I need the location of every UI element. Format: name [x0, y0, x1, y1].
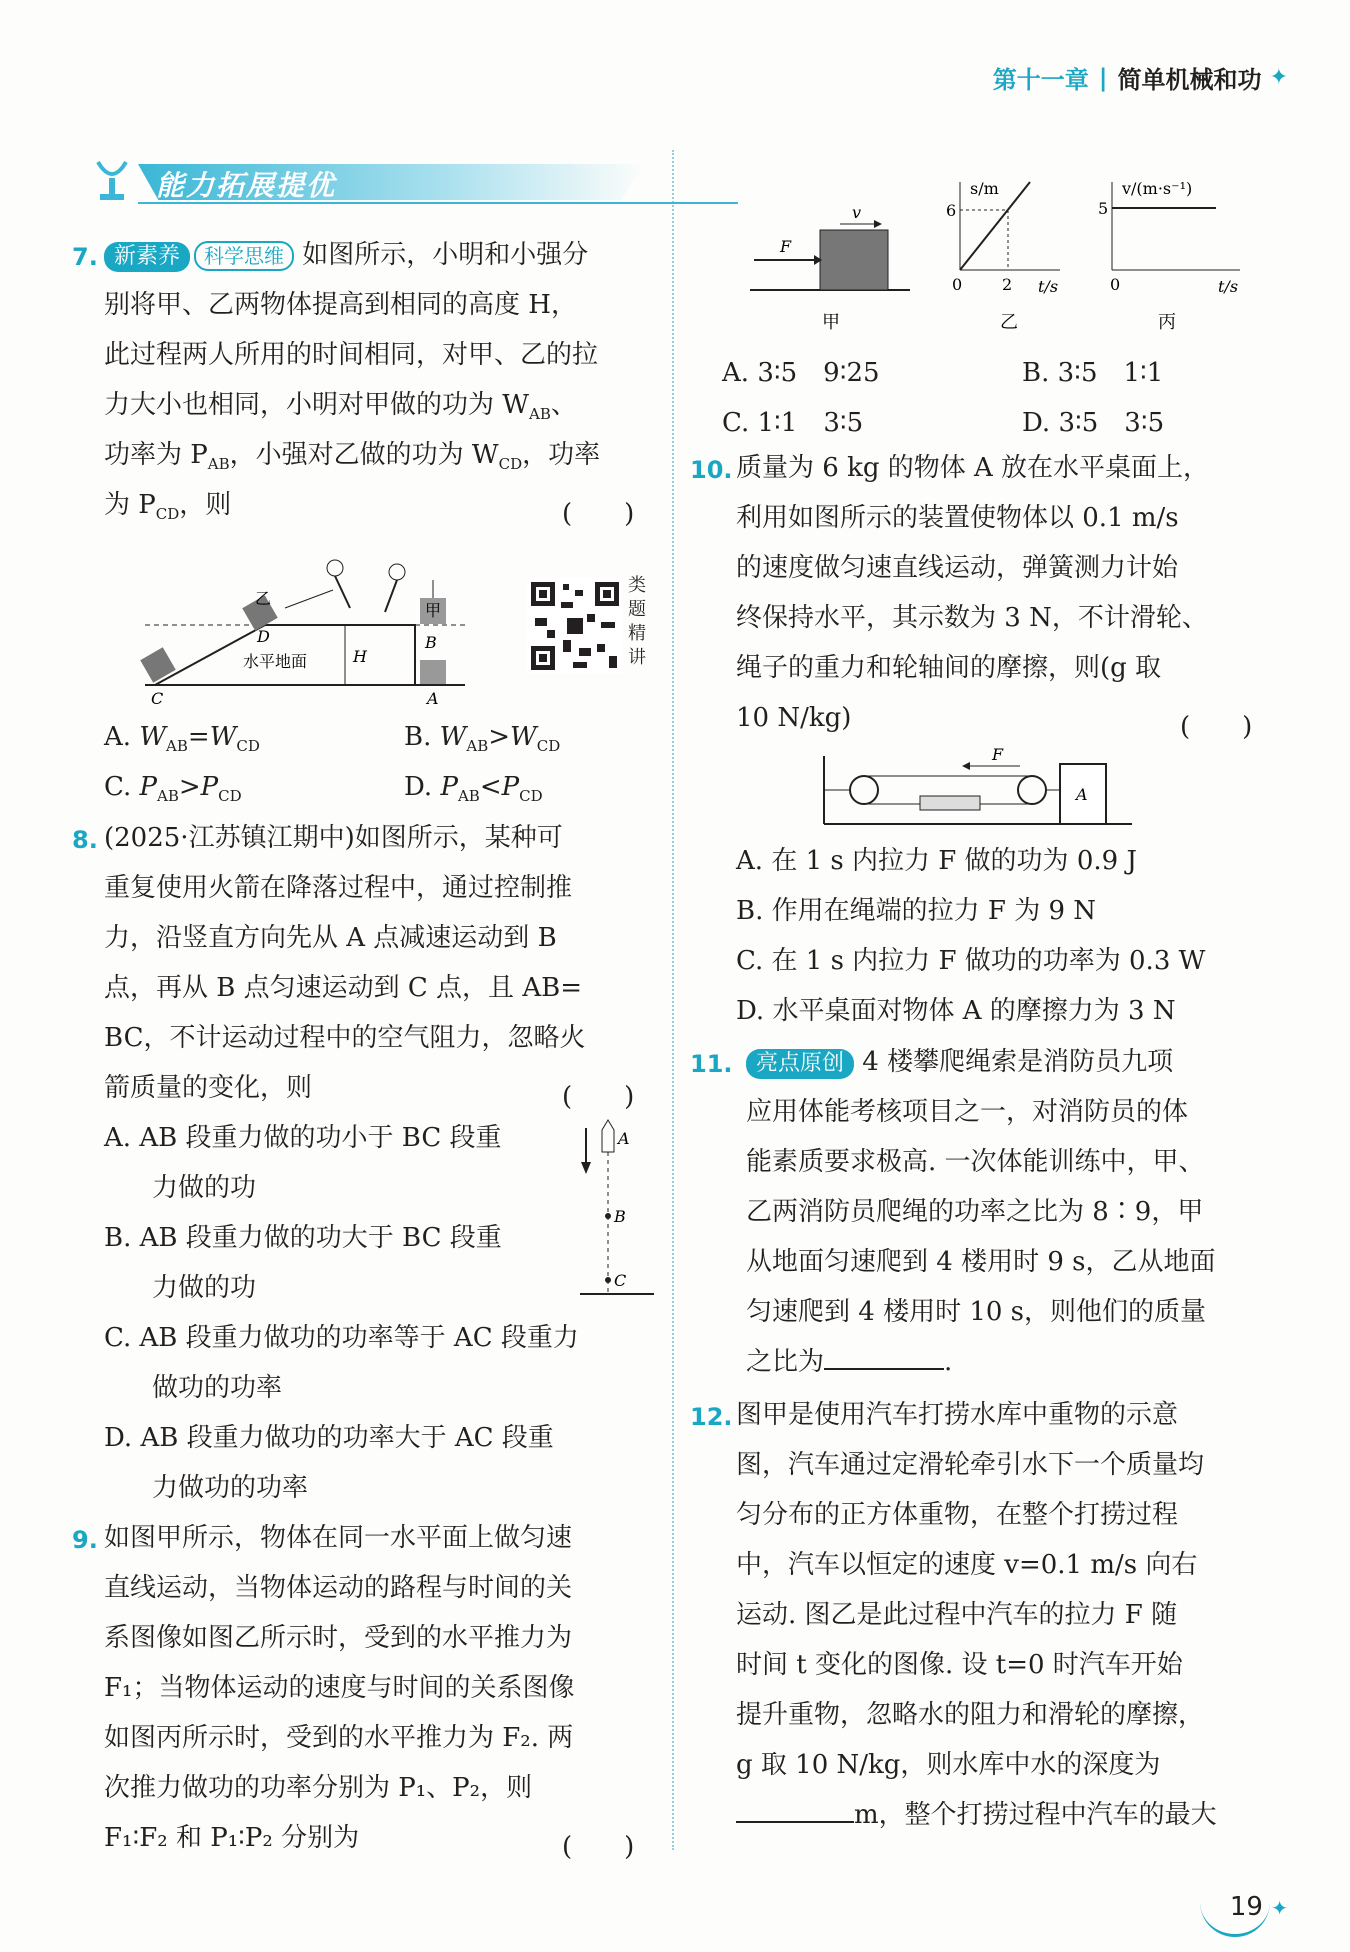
- q7-option-c-sub1: AB: [157, 787, 179, 806]
- q9-yi-origin: 0: [952, 275, 963, 294]
- q9-bing-origin: 0: [1110, 275, 1121, 294]
- banner-underline: [138, 202, 738, 204]
- q7-label-ground: 水平地面: [243, 652, 308, 671]
- q10-spring-scale: [920, 796, 980, 810]
- q10-line-2: 利用如图所示的装置使物体以 0.1 m/s: [736, 503, 1179, 533]
- section-banner: [90, 150, 650, 208]
- q7-rope-ramp: [285, 590, 333, 608]
- q9-jia-label-f: F: [780, 237, 792, 256]
- q7-line-3: 此过程两人所用的时间相同，对甲、乙的拉: [104, 340, 599, 370]
- q8-point-c: [605, 1277, 611, 1283]
- q11-line-2: 应用体能考核项目之一，对消防员的体: [746, 1097, 1189, 1127]
- q7-sub-cd: CD: [498, 455, 523, 474]
- page-number-text: 19: [1229, 1892, 1263, 1922]
- q7-option-c[interactable]: [104, 772, 242, 805]
- q7-option-c-op: >P: [178, 772, 219, 802]
- q9-jia-block: [820, 230, 888, 290]
- q11-line-5: 从地面匀速爬到 4 楼用时 9 s，乙从地面: [746, 1247, 1216, 1277]
- q11-tag-original: 亮点原创: [746, 1049, 854, 1079]
- q9-option-d[interactable]: [1022, 402, 1164, 439]
- q7-line-2: 别将甲、乙两物体提高到相同的高度 H，: [104, 290, 577, 320]
- q9-option-a-key: A.: [722, 358, 750, 388]
- q9-line-3: 系图像如图乙所示时，受到的水平推力为: [104, 1623, 573, 1653]
- q9-option-c-key: C.: [722, 408, 750, 438]
- sparkle-icon-footer: ✦: [1271, 1896, 1288, 1920]
- q7-option-d-sub2: CD: [519, 787, 543, 806]
- q7-option-b-sub1: AB: [466, 737, 489, 756]
- q10-option-b[interactable]: [736, 886, 1096, 936]
- q8-option-c-line2: 做功的功率: [152, 1373, 283, 1403]
- header-separator: |: [1098, 63, 1108, 92]
- q10-option-d-key: D.: [736, 996, 765, 1026]
- q7-figure: [135, 540, 475, 710]
- q10-option-b-text: 作用在绳端的拉力 F 为 9 N: [771, 896, 1097, 926]
- q8-option-c-key: C.: [104, 1323, 132, 1353]
- page-number-arc: [1200, 1902, 1270, 1937]
- q10-label-f: F: [992, 748, 1004, 764]
- q11-line-4: 乙两消防员爬绳的功率之比为 8∶9，甲: [746, 1197, 1204, 1227]
- q9-yi-ytick: 6: [946, 201, 957, 220]
- q9-line-5: 如图丙所示时，受到的水平推力为 F₂. 两: [104, 1723, 574, 1753]
- qr-code[interactable]: [527, 578, 623, 674]
- q10-line-5: 绳子的重力和轮轴间的摩擦，则(g 取: [736, 653, 1162, 683]
- q11-number: 11.: [690, 1050, 733, 1078]
- qr-caption-1: 类: [628, 575, 646, 596]
- q9-option-d-text: 3∶5 3∶5: [1058, 408, 1165, 438]
- q9-option-b-key: B.: [1022, 358, 1050, 388]
- q7-line-5-end: ，功率: [522, 440, 601, 470]
- q7-option-c-key: C.: [104, 772, 132, 802]
- q10-number: 10.: [690, 456, 733, 484]
- q8-line-2: 重复使用火箭在降落过程中，通过控制推: [104, 873, 573, 903]
- q7-label-a: A: [427, 689, 439, 708]
- q10-option-a-text: 在 1 s 内拉力 F 做的功为 0.9 J: [771, 846, 1137, 876]
- q7-answer-paren: ( ): [562, 499, 635, 529]
- q8-line-1: (2025·江苏镇江期中)如图所示，某种可: [104, 823, 563, 853]
- q8-label-b: B: [614, 1207, 626, 1226]
- q7-label-b: B: [425, 633, 437, 652]
- q7-option-b[interactable]: [404, 722, 560, 755]
- q8-answer-paren: ( ): [562, 1082, 635, 1112]
- q9-option-a-text: 3∶5 9∶25: [757, 358, 880, 388]
- q10-option-a[interactable]: [736, 836, 1137, 886]
- q7-option-b-key: B.: [404, 722, 432, 752]
- q8-line-3: 力，沿竖直方向先从 A 点减速运动到 B: [104, 923, 557, 953]
- q7-option-b-text: W: [439, 722, 467, 752]
- q10-option-c[interactable]: [736, 936, 1205, 986]
- q12-line-9: m，整个打捞过程中汽车的最大: [854, 1800, 1217, 1830]
- q10-label-a: A: [1076, 785, 1088, 804]
- q9-jia-label-v: v: [852, 203, 862, 222]
- q9-yi-ylabel: s/m: [970, 180, 999, 198]
- qr-caption-3: 精: [628, 623, 646, 644]
- trophy-icon: [90, 156, 134, 204]
- q10-pulley-left: [850, 776, 878, 804]
- q9-line-4: F₁；当物体运动的速度与时间的关系图像: [104, 1673, 575, 1703]
- q7-block-jia-low: [420, 660, 446, 684]
- q8-option-a-line1: AB 段重力做的功小于 BC 段重: [139, 1123, 502, 1153]
- q7-option-a-key: A.: [104, 722, 132, 752]
- q10-line-6: 10 N/kg): [736, 703, 852, 733]
- q8-option-d-line2: 力做功的功率: [152, 1473, 309, 1503]
- q7-option-a-text: W: [139, 722, 167, 752]
- q7-option-c-sub2: CD: [218, 787, 242, 806]
- q12-line-1: 图甲是使用汽车打捞水库中重物的示意: [736, 1400, 1179, 1430]
- q12-line-3: 匀分布的正方体重物，在整个打捞过程: [736, 1500, 1179, 1530]
- q7-person-xiaoqiang-body: [385, 580, 397, 612]
- q8-rocket: [602, 1120, 614, 1152]
- q10-option-b-key: B.: [736, 896, 764, 926]
- q10-option-c-key: C.: [736, 946, 764, 976]
- q7-sub-ab: AB: [529, 405, 551, 424]
- q9-option-c[interactable]: [722, 402, 863, 439]
- q9-jia-velocity-head: [874, 220, 882, 228]
- q7-option-b-op: >W: [488, 722, 537, 752]
- q10-answer-paren: ( ): [1180, 712, 1253, 742]
- q8-line-4: 点，再从 B 点匀速运动到 C 点，且 AB=: [104, 973, 582, 1003]
- q10-force-arrow-head: [962, 762, 970, 770]
- q9-figures: [740, 180, 1280, 340]
- q8-option-d-line1: AB 段重力做功的功率大于 AC 段重: [140, 1423, 554, 1453]
- q7-option-a-sub2: CD: [236, 737, 260, 756]
- q8-option-b[interactable]: [104, 1213, 502, 1263]
- qr-caption-4: 讲: [628, 647, 646, 668]
- q10-option-d-text: 水平桌面对物体 A 的摩擦力为 3 N: [772, 996, 1176, 1026]
- q7-option-a-op: =W: [187, 722, 237, 752]
- q8-option-b-line2: 力做的功: [152, 1273, 257, 1303]
- q11-line-1: 4 楼攀爬绳索是消防员九项: [862, 1047, 1174, 1077]
- q7-tag-thinking: 科学思维: [194, 241, 294, 271]
- q8-option-d-key: D.: [104, 1423, 133, 1453]
- q8-option-b-line1: AB 段重力做的功大于 BC 段重: [139, 1223, 502, 1253]
- q8-option-a-key: A.: [104, 1123, 132, 1153]
- banner-title: 能力拓展提优: [156, 169, 337, 202]
- q7-label-jia: 甲: [425, 601, 442, 620]
- q7-option-d-op: <P: [479, 772, 520, 802]
- q8-option-d[interactable]: [104, 1413, 554, 1463]
- q11-line-6: 匀速爬到 4 楼用时 10 s，则他们的质量: [746, 1297, 1207, 1327]
- q10-figure: [820, 748, 1140, 828]
- q9-number: 9.: [72, 1526, 98, 1554]
- q9-line-7: F₁∶F₂ 和 P₁∶P₂ 分别为: [104, 1823, 360, 1853]
- q9-option-a[interactable]: [722, 352, 880, 389]
- q7-option-d[interactable]: [404, 772, 543, 805]
- q7-option-d-text: P: [440, 772, 458, 802]
- chapter-title: 简单机械和功: [1117, 66, 1262, 94]
- q7-number: 7.: [72, 243, 98, 271]
- q7-tag-literacy: 新素养: [104, 242, 190, 272]
- qr-caption: [628, 574, 650, 670]
- q9-option-c-text: 1∶1 3∶5: [757, 408, 864, 438]
- q12-line-6: 时间 t 变化的图像. 设 t=0 时汽车开始: [736, 1650, 1183, 1680]
- q7-option-d-sub1: AB: [457, 787, 480, 806]
- q8-option-c-line1: AB 段重力做功的功率等于 AC 段重力: [139, 1323, 579, 1353]
- q8-option-c[interactable]: [104, 1313, 579, 1363]
- q9-bing-ylabel: v/(m·s⁻¹): [1122, 180, 1193, 198]
- q7-label-d: D: [257, 627, 270, 646]
- q8-label-a: A: [618, 1129, 630, 1148]
- q7-sub-ab-2: AB: [207, 455, 230, 474]
- q7-line-6: 为 P: [104, 490, 156, 520]
- q11-line-7-end: .: [944, 1347, 953, 1377]
- q7-option-b-sub2: CD: [536, 737, 561, 756]
- q7-sub-cd-2: CD: [155, 505, 180, 524]
- q8-option-a-line2: 力做的功: [152, 1173, 257, 1203]
- q7-option-a[interactable]: [104, 722, 260, 755]
- q9-option-b-text: 3∶5 1∶1: [1057, 358, 1164, 388]
- q9-yi-xtick: 2: [1002, 275, 1013, 294]
- q8-arrow-head: [581, 1162, 591, 1174]
- sparkle-icon: ✦: [1269, 65, 1288, 90]
- q9-yi-xlabel: t/s: [1038, 277, 1059, 296]
- q7-option-d-key: D.: [404, 772, 433, 802]
- q9-label-jia: 甲: [822, 312, 840, 333]
- q10-line-1: 质量为 6 kg 的物体 A 放在水平桌面上，: [736, 453, 1210, 483]
- q9-label-yi: 乙: [1000, 312, 1018, 333]
- chapter-number: 第十一章: [992, 66, 1089, 94]
- q12-line-7: 提升重物，忽略水的阻力和滑轮的摩擦，: [736, 1700, 1205, 1730]
- q7-label-yi: 乙: [255, 589, 272, 608]
- q9-fig-bing: [1098, 180, 1240, 333]
- q9-label-bing: 丙: [1158, 312, 1176, 333]
- qr-caption-2: 题: [628, 599, 646, 620]
- q9-option-b[interactable]: [1022, 352, 1163, 389]
- q12-number: 12.: [690, 1403, 733, 1431]
- q8-label-c: C: [614, 1271, 627, 1290]
- q12-line-2: 图，汽车通过定滑轮牵引水下一个质量均: [736, 1450, 1205, 1480]
- q8-line-5: BC，不计运动过程中的空气阻力，忽略火: [104, 1023, 586, 1053]
- q10-option-c-text: 在 1 s 内拉力 F 做功的功率为 0.3 W: [771, 946, 1206, 976]
- q9-option-d-key: D.: [1022, 408, 1051, 438]
- q10-line-4: 终保持水平，其示数为 3 N，不计滑轮、: [736, 603, 1208, 633]
- q7-person-xiaoqiang: [389, 564, 405, 580]
- q7-label-h: H: [353, 647, 367, 666]
- q9-bing-ytick: 5: [1098, 199, 1109, 218]
- q9-line-6: 次推力做功的功率分别为 P₁、P₂，则: [104, 1773, 533, 1803]
- q7-line-5-mid: ，小强对乙做的功为 W: [229, 440, 499, 470]
- column-divider: [672, 150, 674, 1850]
- q9-fig-yi: [946, 180, 1060, 333]
- q12-line-8: g 取 10 N/kg，则水库中水的深度为: [736, 1750, 1161, 1780]
- q7-line-6-end: ，则: [179, 490, 232, 520]
- q8-line-6: 箭质量的变化，则: [104, 1073, 313, 1103]
- q12-line-5: 运动. 图乙是此过程中汽车的拉力 F 随: [736, 1600, 1178, 1630]
- chapter-header: [993, 60, 1288, 95]
- q11-answer-blank[interactable]: [824, 1338, 944, 1370]
- q8-number: 8.: [72, 826, 98, 854]
- q9-line-2: 直线运动，当物体运动的路程与时间的关: [104, 1573, 573, 1603]
- q10-line-3: 的速度做匀速直线运动，弹簧测力计始: [736, 553, 1179, 583]
- q7-person-xiaoming: [327, 560, 343, 576]
- q10-pulley-right: [1018, 776, 1046, 804]
- q9-line-1: 如图甲所示，物体在同一水平面上做匀速: [104, 1523, 573, 1553]
- q8-rocket-figure: [578, 1118, 658, 1308]
- q12-answer-blank[interactable]: [736, 1791, 854, 1823]
- q9-answer-paren: ( ): [562, 1832, 635, 1862]
- q7-line-1: 如图所示，小明和小强分: [302, 240, 589, 270]
- q7-line-5: 功率为 P: [104, 440, 208, 470]
- q7-person-xiaoming-body: [335, 576, 350, 608]
- q7-line-4-end: 、: [550, 390, 577, 420]
- q7-option-a-sub1: AB: [166, 737, 188, 756]
- q8-option-b-key: B.: [104, 1223, 132, 1253]
- q9-bing-xlabel: t/s: [1218, 277, 1239, 296]
- q12-line-4: 中，汽车以恒定的速度 v=0.1 m/s 向右: [736, 1550, 1198, 1580]
- q10-option-a-key: A.: [736, 846, 764, 876]
- q11-line-7: 之比为: [746, 1347, 825, 1377]
- q9-fig-jia: [750, 203, 910, 333]
- q11-line-3: 能素质要求极高. 一次体能训练中，甲、: [746, 1147, 1205, 1177]
- q10-option-d[interactable]: [736, 986, 1176, 1036]
- q8-option-a[interactable]: [104, 1113, 501, 1163]
- page-number: [1230, 1892, 1288, 1922]
- q7-label-c: C: [151, 689, 164, 708]
- q7-option-c-text: P: [139, 772, 157, 802]
- q7-line-4: 力大小也相同，小明对甲做的功为 W: [104, 390, 529, 420]
- q8-point-b: [605, 1213, 611, 1219]
